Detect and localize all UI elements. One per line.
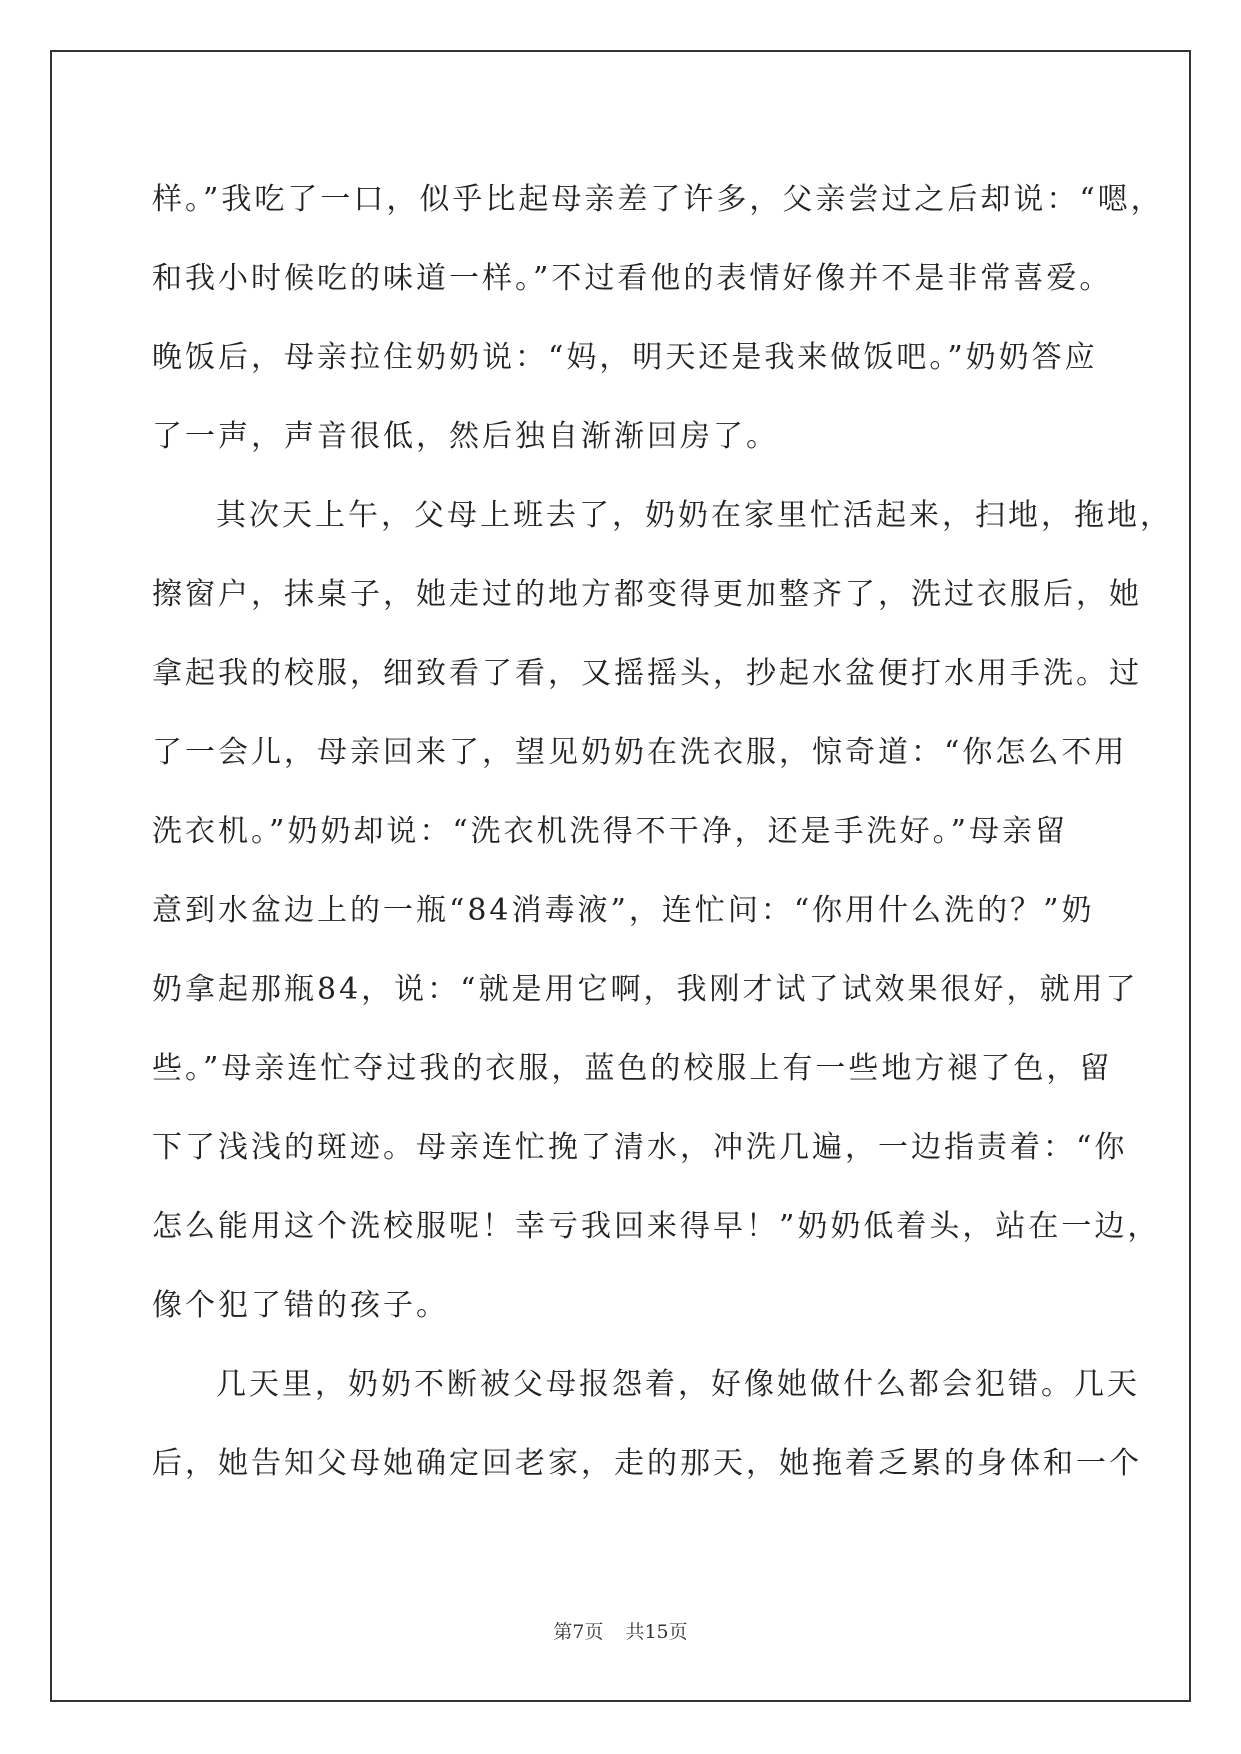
text-line: 像个犯了错的孩子。 (152, 1288, 449, 1323)
text-line: 奶拿起那瓶84，说：“就是用它啊，我刚才试了试效果很好，就用了 (152, 972, 1139, 1007)
page-footer (0, 1620, 1241, 1644)
text-line: 洗衣机。”奶奶却说：“洗衣机洗得不干净，还是手洗好。”母亲留 (152, 814, 1069, 849)
document-body (152, 160, 1173, 1503)
text-line: 了一会儿，母亲回来了，望见奶奶在洗衣服，惊奇道：“你怎么不用 (152, 735, 1128, 770)
paragraph-first-line: 其次天上午，父母上班去了，奶奶在家里忙活起来，扫地，拖地， (216, 498, 1173, 533)
text-line: 怎么能用这个洗校服呢！幸亏我回来得早！”奶奶低着头，站在一边， (152, 1209, 1161, 1244)
text-line: 些。”母亲连忙夺过我的衣服，蓝色的校服上有一些地方褪了色，留 (152, 1051, 1113, 1086)
page-total: 共15页 (625, 1621, 688, 1643)
paragraph-first-line: 几天里，奶奶不断被父母报怨着，好像她做什么都会犯错。几天 (216, 1367, 1140, 1402)
text-line: 意到水盆边上的一瓶“84消毒液”，连忙问：“你用什么洗的？”奶 (152, 893, 1095, 928)
page-number: 第7页 (553, 1621, 604, 1643)
text-line: 了一声，声音很低，然后独自渐渐回房了。 (152, 419, 779, 454)
text-line: 和我小时候吃的味道一样。”不过看他的表情好像并不是非常喜爱。 (152, 261, 1113, 296)
text-line: 拿起我的校服，细致看了看，又摇摇头，抄起水盆便打水用手洗。过 (152, 656, 1142, 691)
text-line: 后，她告知父母她确定回老家，走的那天，她拖着乏累的身体和一个 (152, 1446, 1142, 1481)
text-line: 晚饭后，母亲拉住奶奶说：“妈，明天还是我来做饭吧。”奶奶答应 (152, 340, 1098, 375)
text-line: 样。”我吃了一口，似乎比起母亲差了许多，父亲尝过之后却说：“嗯， (152, 182, 1164, 217)
text-line: 擦窗户，抹桌子，她走过的地方都变得更加整齐了，洗过衣服后，她 (152, 577, 1142, 612)
text-line: 下了浅浅的斑迹。母亲连忙挽了清水，冲洗几遍，一边指责着：“你 (152, 1130, 1128, 1165)
